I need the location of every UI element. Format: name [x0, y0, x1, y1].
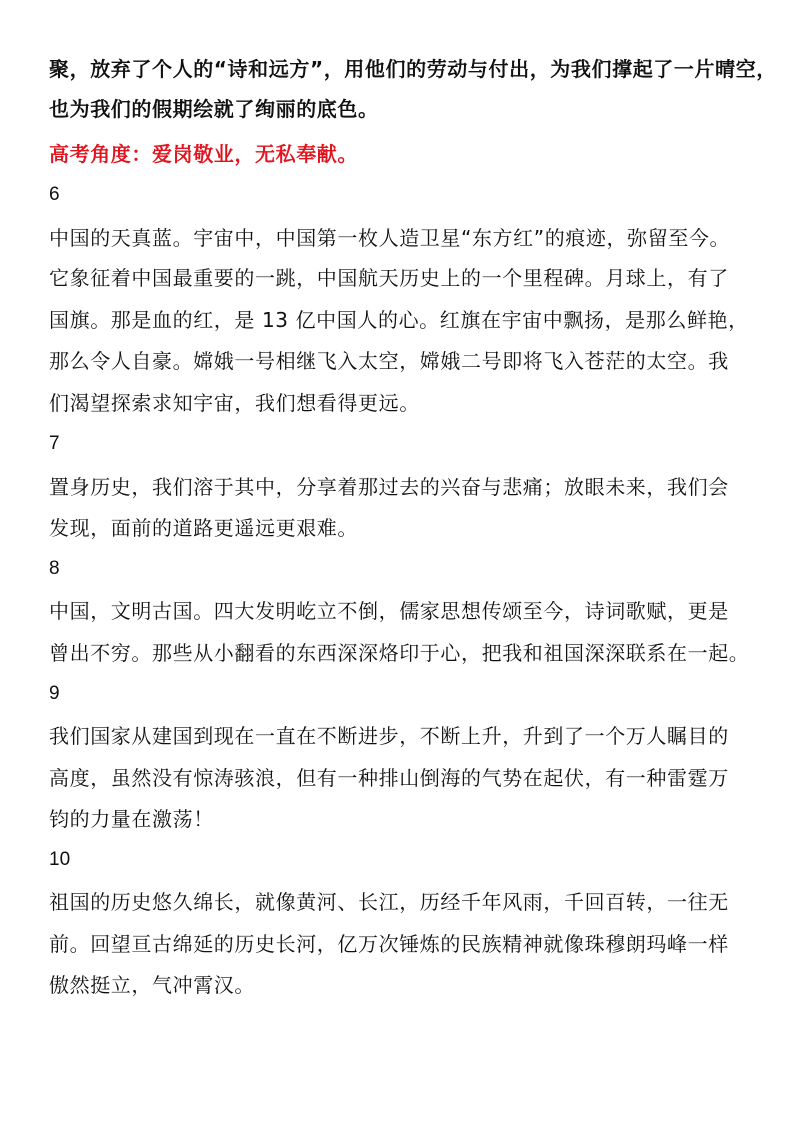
paragraph-line: 钧的力量在激荡！	[49, 807, 214, 831]
paragraph-line: 傲然挺立，气冲霄汉。	[49, 973, 255, 997]
paragraph-line: 祖国的历史悠久绵长，就像黄河、长江，历经千年风雨，千回百转，一往无	[49, 890, 729, 914]
paragraph-line: 国旗。那是血的红，是 13 亿中国人的心。红旗在宇宙中飘扬，是那么鲜艳，	[49, 308, 749, 332]
paragraph-line: 那么令人自豪。嫦娥一号相继飞入太空，嫦娥二号即将飞入苍茫的太空。我	[49, 349, 729, 373]
paragraph-line: 曾出不穷。那些从小翻看的东西深深烙印于心，把我和祖国深深联系在一起。	[49, 641, 750, 665]
section-number: 6	[49, 184, 60, 205]
section-number: 8	[49, 558, 60, 579]
exam-angle-heading: 高考角度：爱岗敬业，无私奉献。	[49, 142, 358, 166]
section-number: 10	[49, 849, 71, 870]
paragraph-line: 置身历史，我们溶于其中，分享着那过去的兴奋与悲痛；放眼未来，我们会	[49, 475, 729, 499]
paragraph-line: 我们国家从建国到现在一直在不断进步，不断上升，升到了一个万人瞩目的	[49, 724, 729, 748]
paragraph-line: 发现，面前的道路更遥远更艰难。	[49, 516, 358, 540]
paragraph-line: 它象征着中国最重要的一跳，中国航天历史上的一个里程碑。月球上，有了	[49, 266, 729, 290]
paragraph-line: 高度，虽然没有惊涛骇浪，但有一种排山倒海的气势在起伏，有一种雷霆万	[49, 766, 729, 790]
section-number: 7	[49, 433, 60, 454]
paragraph-line: 前。回望亘古绵延的历史长河，亿万次锤炼的民族精神就像珠穆朗玛峰一样	[49, 932, 729, 956]
paragraph-line: 中国，文明古国。四大发明屹立不倒，儒家思想传颂至今，诗词歌赋，更是	[49, 599, 729, 623]
section-number: 9	[49, 683, 60, 704]
intro-line: 聚，放弃了个人的“诗和远方”，用他们的劳动与付出，为我们撑起了一片晴空，	[49, 57, 777, 81]
paragraph-line: 们渴望探索求知宇宙，我们想看得更远。	[49, 391, 420, 415]
intro-line: 也为我们的假期绘就了绚丽的底色。	[49, 97, 379, 121]
paragraph-line: 中国的天真蓝。宇宙中，中国第一枚人造卫星“东方红”的痕迹，弥留至今。	[49, 226, 731, 250]
